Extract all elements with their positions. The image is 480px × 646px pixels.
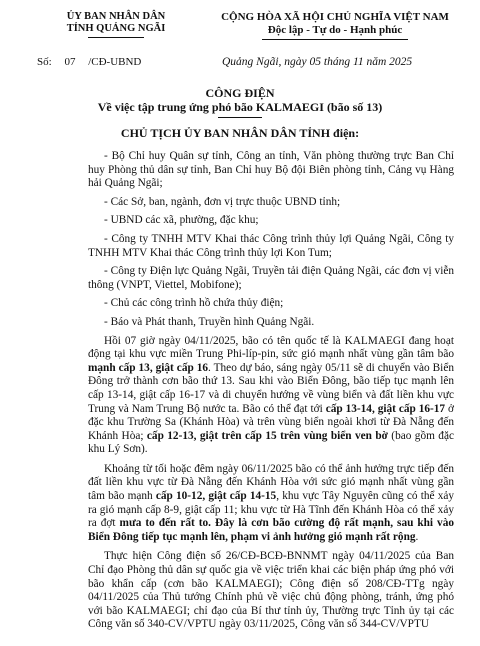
recipient-item: - Chủ các công trình hồ chứa thủy điện; bbox=[104, 297, 284, 310]
date-line: Quảng Ngãi, ngày 05 tháng 11 năm 2025 bbox=[222, 56, 413, 68]
title-underline bbox=[218, 117, 262, 118]
document-title: CÔNG ĐIỆN bbox=[205, 86, 275, 100]
recipient-item: - Công ty Điện lực Quảng Ngãi, Truyền tải điện Quảng Ngãi, các đơn vị viễn thông (VNPT, Viettel, Mobifone); bbox=[88, 265, 454, 291]
storm-status-paragraph: Hồi 07 giờ ngày 04/11/2025, bão có tên quốc tế là KALMAEGI đang hoạt động tại khu vực miền Trung Phi-líp-pin, sức gió mạnh nhất vùng gần tâm bão mạnh cấp 13, giật cấp 16. Theo dự báo, sáng ngày 05/11 sẽ di chuyển vào Biển Đông trở thành cơn bão thứ 13. Sau khi vào Biển Đông, bão tiếp tục mạnh lên cấp 13-14, giật cấp 16-17 và di chuyển hướng về vùng biển và đất liền khu vực Trung và Nam Trung Bộ nước ta. Bão có thể đạt tới cấp 13-14, giật cấp 16-17 ở đặc khu Trường Sa (Khánh Hòa) và trên vùng biển ngoài khơi từ Đà Nẵng đến Khánh Hòa; cấp 12-13, giật trên cấp 15 trên vùng biển ven bờ (bao gồm đặc khu Lý Sơn). bbox=[88, 334, 454, 456]
chairman-line: CHỦ TỊCH ỦY BAN NHÂN DÂN TỈNH điện: bbox=[120, 126, 360, 140]
recipient-item: - Bộ Chỉ huy Quân sự tỉnh, Công an tỉnh, Văn phòng thường trực Ban Chỉ huy Phòng thủ dân sự tỉnh, Ban Chỉ huy Bộ đội Biên phòng tỉnh, Cảng vụ Hàng hải Quảng Ngãi; bbox=[88, 150, 454, 190]
agency-underline bbox=[88, 37, 144, 38]
directive-paragraph: Thực hiện Công điện số 26/CĐ-BCĐ-BNNMT ngày 04/11/2025 của Ban Chỉ đạo Phòng thủ dân sự quốc gia về việc triển khai các biện pháp ứng phó với bão khẩn cấp (cơn bão KALMAEGI); Công điện số 208/CĐ-TTg ngày 04/11/2025 của Thủ tướng Chính phủ về việc chủ động phòng, tránh, ứng phó với bão KALMAEGI; chỉ đạo của Bí thư tỉnh ủy, Thường trực Tỉnh ủy tại các Công văn số 340-CV/VPTU ngày 03/11/2025, Công văn số 344-CV/VPTU bbox=[88, 550, 454, 631]
doc-number-suffix: /CĐ-UBND bbox=[88, 56, 142, 68]
bold-wind-strength: mạnh cấp 13, giật cấp 16 bbox=[88, 361, 209, 374]
recipient-item: - UBND các xã, phường, đặc khu; bbox=[104, 214, 259, 227]
storm-impact-paragraph: Khoảng từ tối hoặc đêm ngày 06/11/2025 bão có thể ảnh hưởng trực tiếp đến đất liền khu vực từ Đà Nẵng đến Khánh Hòa với sức gió mạnh nhất vùng gần tâm bão mạnh cấp 10-12, giật cấp 14-15, khu vực Tây Nguyên cũng có thể xảy ra gió mạnh cấp 8-9, giật cấp 11; khu vực từ Hà Tĩnh đến Khánh Hòa có thể xảy ra đợt mưa to đến rất to. Đây là cơn bão cường độ rất mạnh, sau khi vào Biển Đông tiếp tục mạnh lên, phạm vi ảnh hưởng gió mạnh rất rộng. bbox=[88, 462, 455, 543]
document-number bbox=[37, 56, 141, 68]
agency-line-1: ỦY BAN NHÂN DÂN bbox=[66, 11, 166, 22]
doc-number-prefix: Số: bbox=[37, 56, 52, 68]
recipient-item: - Các Sở, ban, ngành, đơn vị trực thuộc UBND tỉnh; bbox=[104, 195, 341, 208]
document-subtitle: Về việc tập trung ứng phó bão KALMAEGI (bão số 13) bbox=[97, 100, 383, 114]
national-motto-block bbox=[196, 11, 474, 40]
bold-wind-strength: cấp 13-14, giật cấp 16-17 bbox=[325, 402, 446, 415]
document-body bbox=[88, 150, 454, 638]
recipient-item: - Công ty TNHH MTV Khai thác Công trình thủy lợi Quảng Ngãi, Công ty TNHH MTV Khai thác Công trình thủy lợi Kon Tum; bbox=[88, 232, 454, 259]
country-name: CỘNG HÒA XÃ HỘI CHỦ NGHĨA VIỆT NAM bbox=[221, 11, 449, 23]
issuing-agency-block bbox=[46, 11, 186, 38]
recipient-item: - Báo và Phát thanh, Truyền hình Quảng Ngãi. bbox=[104, 315, 315, 328]
motto-underline bbox=[262, 39, 408, 40]
doc-number-value: 07 bbox=[64, 56, 76, 68]
bold-warning: mưa to đến rất to. Đây là cơn bão cường độ rất mạnh, sau khi vào Biển Đông tiếp tục mạnh lên, phạm vi ảnh hưởng gió mạnh rất rộng bbox=[88, 517, 454, 543]
agency-line-2: TỈNH QUẢNG NGÃI bbox=[66, 23, 166, 34]
bold-wind-strength: cấp 10-12, giật cấp 14-15 bbox=[155, 490, 277, 503]
motto: Độc lập - Tự do - Hạnh phúc bbox=[267, 24, 403, 36]
bold-wind-strength: cấp 12-13, giật trên cấp 15 trên vùng biển ven bờ bbox=[146, 429, 388, 442]
